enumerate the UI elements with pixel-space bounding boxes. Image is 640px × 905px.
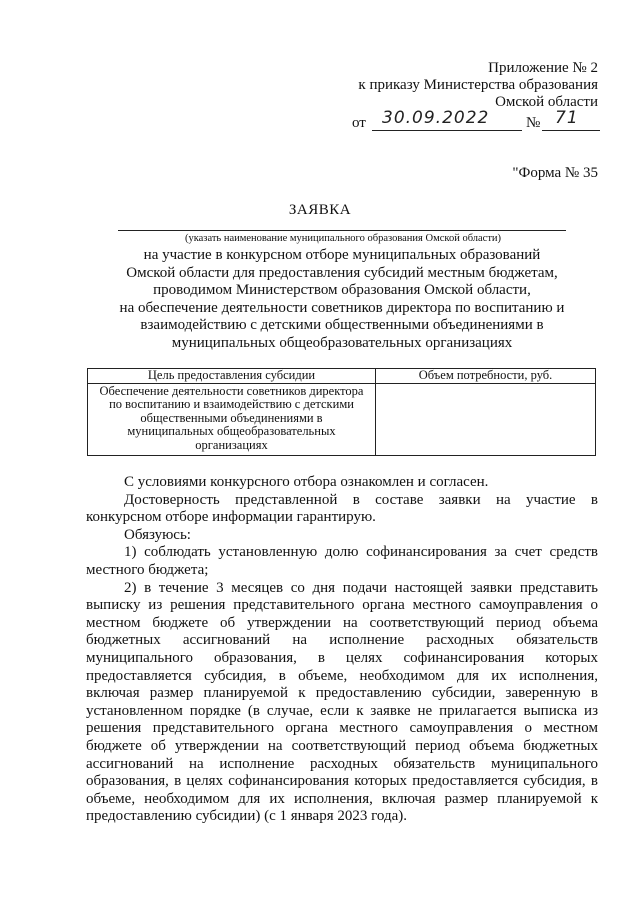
body-line: выписку из решения представительного органа местного самоуправления о [86, 597, 598, 614]
body-line: Обязуюсь: [124, 526, 191, 543]
subsidy-table [87, 368, 596, 456]
order-number-label: № [526, 115, 541, 131]
municipality-name-line [118, 230, 566, 231]
purpose-line: муниципальных общеобразовательных организациях [171, 334, 513, 351]
body-line: Достоверность представленной в составе заявки на участие в [124, 491, 598, 508]
municipality-hint: (указать наименование муниципального образования Омской области) [184, 233, 502, 244]
body-line: предоставлению субсидии) (с 1 января 2023 года). [86, 808, 407, 825]
order-number-handwritten: 71 [555, 108, 579, 128]
body-line: 2) в течение 3 месяцев со дня подачи настоящей заявки представить [124, 579, 598, 596]
column-header-amount: Объем потребности, руб. [376, 369, 596, 384]
body-line: объеме, необходимом для их исполнения, включая размер планируемой к [86, 790, 598, 807]
order-date-handwritten: 30.09.2022 [382, 108, 490, 128]
appendix-header [358, 60, 598, 112]
column-header-goal: Цель предоставления субсидии [88, 369, 376, 384]
purpose-line: взаимодействию с детскими общественными объединениями в [140, 317, 544, 334]
application-body [86, 474, 598, 826]
appendix-number: Приложение № 2 [488, 60, 598, 76]
purpose-line: на обеспечение деятельности советников директора по воспитанию и [119, 299, 565, 316]
body-line: решения представительного органа местного самоуправления о местном [86, 720, 598, 737]
body-line: муниципального образования, в целях софинансирования которых [86, 649, 598, 666]
goal-line: муниципальных общеобразовательных [127, 424, 336, 439]
body-line: местном бюджете об утверждении на соответствующий период объема [86, 614, 598, 631]
body-line: местного бюджета; [86, 561, 209, 578]
body-line: бюджете об утверждении на соответствующий период объема бюджетных [86, 737, 598, 754]
application-purpose [100, 247, 584, 353]
form-number: "Форма № 35 [512, 165, 598, 181]
body-line: бюджетных ассигнований на исполнение расходных обязательств [86, 632, 598, 649]
order-from-label: от [352, 115, 366, 131]
table-header-row [88, 369, 596, 384]
cell-subsidy-goal [88, 384, 376, 456]
goal-line: общественными объединениями в [140, 410, 323, 425]
goal-line: организациях [195, 437, 268, 452]
body-line: С условиями конкурсного отбора ознакомлен и согласен. [124, 474, 489, 490]
purpose-line: Омской области для предоставления субсидий местным бюджетам, [126, 264, 558, 281]
body-line: 1) соблюдать установленную долю софинансирования за счет средств [124, 544, 598, 561]
body-line: ассигнований на исполнение расходных обязательств муниципального [86, 755, 598, 772]
purpose-line: на участие в конкурсном отборе муниципальных образований [143, 247, 541, 263]
body-line: установленном порядке (в случае, если к заявке не прилагается выписка из [86, 702, 598, 719]
body-line: включая размер планируемой к предоставлению субсидии, заверенную в [86, 685, 598, 702]
cell-need-amount [376, 384, 596, 456]
document-title: ЗАЯВКА [288, 202, 352, 218]
order-number-underline [542, 130, 600, 131]
appendix-region: Омской области [495, 94, 598, 111]
goal-line: Обеспечение деятельности советников директора [99, 384, 364, 398]
table-row [88, 384, 596, 456]
appendix-order-ref: к приказу Министерства образования [358, 77, 598, 94]
goal-line: по воспитанию и взаимодействию с детскими [109, 397, 354, 412]
body-line: конкурсном отборе информации гарантирую. [86, 509, 376, 526]
body-line: предоставляется субсидия, в объеме, необходимом для их исполнения, [86, 667, 598, 684]
order-date-line [352, 108, 602, 133]
purpose-line: проводимом Министерством образования Омской области, [153, 282, 531, 299]
order-date-underline [372, 130, 522, 131]
body-line: образования, в целях софинансирования которых предоставляется субсидия, в [86, 773, 598, 790]
